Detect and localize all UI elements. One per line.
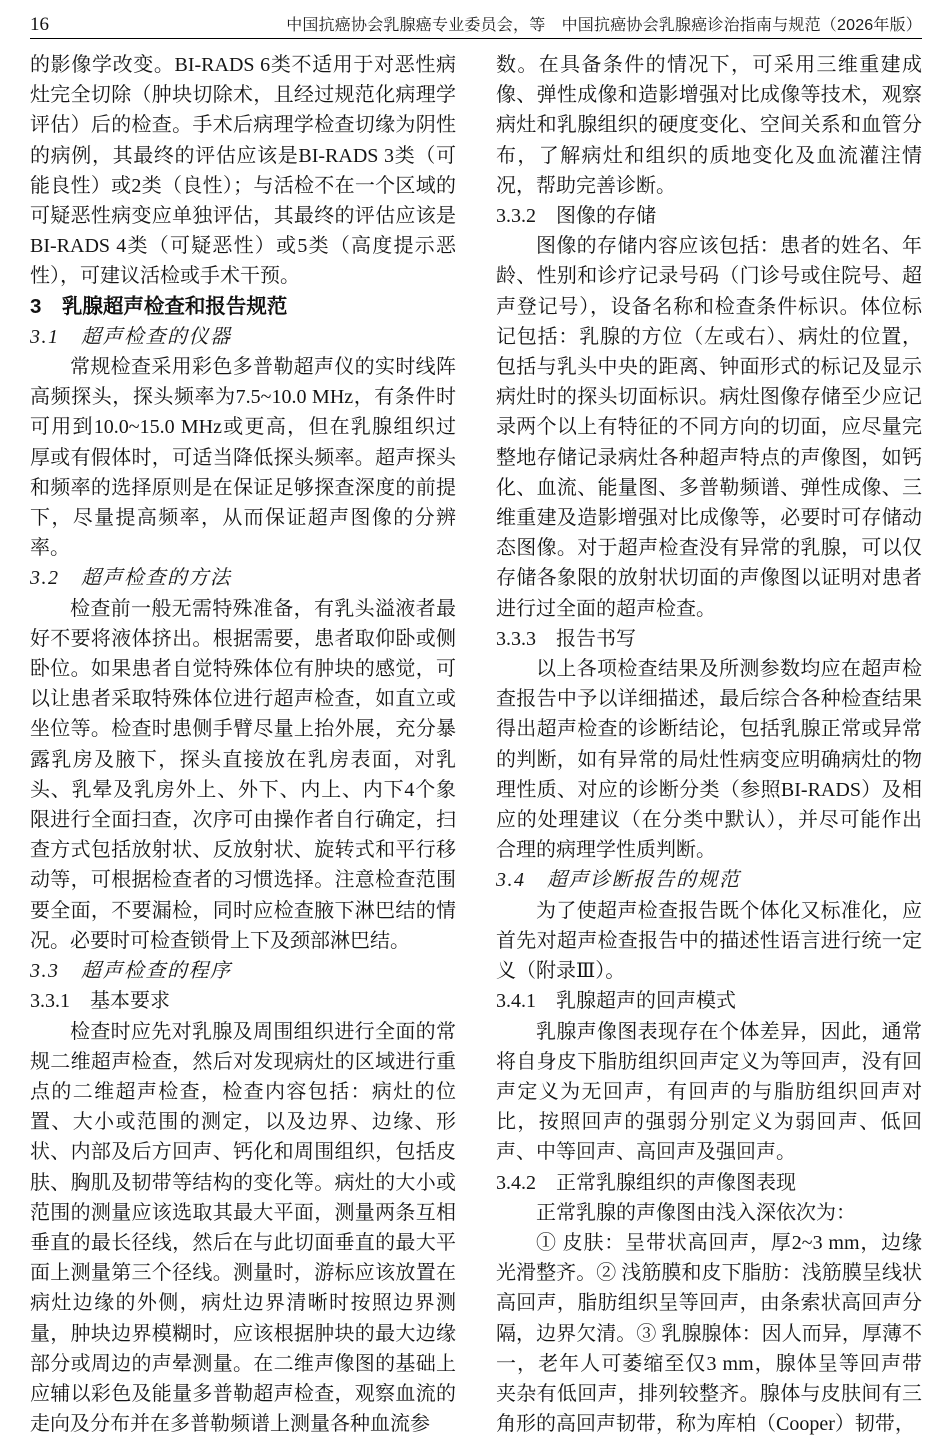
paragraph-3-4-1: 乳腺声像图表现存在个体差异，因此，通常将自身皮下脂肪组织回声定义为等回声，没有回声定义为无回声，有回声的与脂肪组织回声对比，按照回声的强弱分别定义为弱回声、低回声、中等回声、高回声及强回声。 (496, 1020, 922, 1164)
paragraph-3-4: 为了使超声检查报告既个体化又标准化，应首先对超声检查报告中的描述性语言进行统一定义（附录Ⅲ）。 (496, 899, 922, 983)
continuation-paragraph: 的影像学改变。BI-RADS 6类不适用于对恶性病灶完全切除（肿块切除术，且经过规范化病理学评估）后的检查。手术后病理学检查切缘为阴性的病例，其最终的评估应该是BI-RADS 3类（可能良性）或2类（良性）；与活检不在一个区域的可疑恶性病变应单独评估，其最终的评估应该是BI-RADS 4类（可疑恶性）或5类（高度提示恶性），可建议活检或手术干预。 (30, 54, 456, 288)
page-number: 16 (30, 14, 49, 35)
section-heading-3-1: 3.1 超声检查的仪器 (30, 325, 232, 348)
paragraph-3-3-1: 检查时应先对乳腺及周围组织进行全面的常规二维超声检查，然后对发现病灶的区域进行重点的二维超声检查，检查内容包括：病灶的位置、大小或范围的测定，以及边界、边缘、形状、内部及后方回声、钙化和周围组织，包括皮肤、胸肌及韧带等结构的变化等。病灶的大小或范围的测量应该选取其最大平面，测量两条互相垂直的最长径线，然后在与此切面垂直的最大平面上测量第三个径线。测量时，游标应该放置在病灶边缘的外侧，病灶边界清晰时按照边界测量，肿块边界模糊时，应该根据肿块的最大边缘部分或周边的声晕测量。在二维声像图的基础上应辅以彩色及能量多普勒超声检查，观察血流的走向及分布并在多普勒频谱上测量各种血流参 (30, 1020, 456, 1436)
page-body (30, 50, 922, 1439)
section-heading-3-3: 3.3 超声检查的程序 (30, 960, 232, 983)
paragraph-3-2: 检查前一般无需特殊准备，有乳头溢液者最好不要将液体挤出。根据需要，患者取仰卧或侧卧位。如果患者自觉特殊体位有肿块的感觉，可以让患者采取特殊体位进行超声检查，如直立或坐位等。检查时患侧手臂尽量上抬外展，充分暴露乳房及腋下，探头直接放在乳房表面，对乳头、乳晕及乳房外上、外下、内上、内下4个象限进行全面扫查，次序可由操作者自行确定，扫查方式包括放射状、反放射状、旋转式和平行移动等，可根据检查者的习惯选择。注意检查范围要全面，不要漏检，同时应检查腋下淋巴结的情况。必要时可检查锁骨上下及颈部淋巴结。 (30, 597, 456, 952)
paragraph-3-4-2-list: ① 皮肤：呈带状高回声，厚2~3 mm，边缘光滑整齐。② 浅筋膜和皮下脂肪：浅筋膜呈线状高回声，脂肪组织呈等回声，由条索状高回声分隔，边界欠清。③ 乳腺腺体：因人而异，厚薄不一，老年人可萎缩至仅3 mm，腺体呈等回声带夹杂有低回声，排列较整齐。腺体与皮肤间有三角形的高回声韧带，称为库柏（Cooper）韧带， (496, 1231, 922, 1436)
section-heading-3-3-3: 3.3.3 报告书写 (496, 627, 636, 650)
running-title: 中国抗癌协会乳腺癌专业委员会，等 中国抗癌协会乳腺癌诊治指南与规范（2026年版） (286, 17, 922, 34)
paragraph-3-4-2-intro: 正常乳腺的声像图由浅入深依次为： (536, 1201, 856, 1224)
page-header (30, 12, 922, 36)
paragraph-3-1: 常规检查采用彩色多普勒超声仪的实时线阵高频探头，探头频率为7.5~10.0 MHz，有条件时可用到10.0~15.0 MHz或更高，但在乳腺组织过厚或有假体时，可适当降低探头频率。超声探头和频率的选择原则是在保证足够探查深度的前提下，尽量提高频率，从而保证超声图像的分辨率。 (30, 356, 456, 560)
header-rule (30, 38, 922, 39)
section-heading-3-3-1: 3.3.1 基本要求 (30, 990, 170, 1013)
right-column (496, 50, 922, 1439)
section-heading-3: 3 乳腺超声检查和报告规范 (30, 294, 288, 318)
section-heading-3-2: 3.2 超声检查的方法 (30, 567, 232, 590)
continuation-paragraph: 数。在具备条件的情况下，可采用三维重建成像、弹性成像和造影增强对比成像等技术，观察病灶和乳腺组织的硬度变化、空间关系和血管分布，了解病灶和组织的质地变化及血流灌注情况，帮助完善诊断。 (496, 54, 922, 197)
paragraph-3-3-3: 以上各项检查结果及所测参数均应在超声检查报告中予以详细描述，最后综合各种检查结果得出超声检查的诊断结论，包括乳腺正常或异常的判断，如有异常的局灶性病变应明确病灶的物理性质、对应的诊断分类（参照BI-RADS）及相应的处理建议（在分类中默认），并尽可能作出合理的病理学性质判断。 (496, 658, 922, 862)
section-heading-3-4: 3.4 超声诊断报告的规范 (496, 869, 741, 892)
section-heading-3-3-2: 3.3.2 图像的存储 (496, 205, 656, 228)
paragraph-3-3-2: 图像的存储内容应该包括：患者的姓名、年龄、性别和诊疗记录号码（门诊号或住院号、超声登记号），设备名称和检查条件标识。体位标记包括：乳腺的方位（左或右）、病灶的位置，包括与乳头中央的距离、钟面形式的标记及显示病灶时的探头切面标识。病灶图像存储至少应记录两个以上有特征的不同方向的切面，应尽量完整地存储记录病灶各种超声特点的声像图，如钙化、血流、能量图、多普勒频谱、弹性成像、三维重建及造影增强对比成像等，必要时可存储动态图像。对于超声检查没有异常的乳腺，可以仅存储各象限的放射状切面的声像图以证明对患者进行过全面的超声检查。 (496, 235, 922, 620)
section-heading-3-4-1: 3.4.1 乳腺超声的回声模式 (496, 990, 736, 1013)
left-column (30, 50, 456, 1439)
section-heading-3-4-2: 3.4.2 正常乳腺组织的声像图表现 (496, 1171, 796, 1194)
